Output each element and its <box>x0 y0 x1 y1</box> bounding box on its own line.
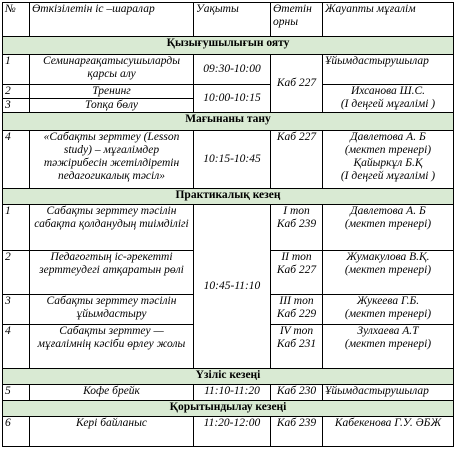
responsible-name: Давлетова А. Б <box>350 131 426 143</box>
section-title: Үзіліс кезеңі <box>3 369 454 385</box>
row-number: 4 <box>3 131 30 189</box>
header-number: № <box>3 3 30 37</box>
row-time: 10:00-10:15 <box>194 85 271 113</box>
responsible-role: (мектеп тренері) <box>344 338 432 350</box>
header-time: Уақыты <box>194 3 271 37</box>
row-responsible <box>323 131 454 189</box>
group-label: ІІ топ <box>281 251 312 263</box>
header-activity: Өткізілетін іс –шаралар <box>30 3 194 37</box>
table-row <box>3 55 454 85</box>
row-activity: Кофе брейк <box>30 385 194 401</box>
responsible-role: (І деңгей мұғалімі ) <box>340 98 436 110</box>
room-label: Каб 239 <box>276 218 317 230</box>
group-label: ІV топ <box>279 325 314 337</box>
row-number: 6 <box>3 417 30 447</box>
row-activity: Семинарғақатысушыларды қарсы алу <box>30 55 194 85</box>
section-row <box>3 113 454 131</box>
row-number: 2 <box>3 251 30 295</box>
row-activity: «Сабақты зерттеу (Lesson study) – мұғалімдер тәжірибесін жетілдіретін педагогикалық тәсіл» <box>30 131 194 189</box>
row-responsible <box>323 205 454 251</box>
row-time: 11:20-12:00 <box>194 417 271 447</box>
row-responsible <box>323 295 454 325</box>
row-number: 3 <box>3 99 30 113</box>
row-activity: Тренинг <box>30 85 194 99</box>
room-label: Каб 229 <box>276 308 317 320</box>
room-label: Каб 227 <box>276 264 317 276</box>
header-place: Өтетін орны <box>271 3 323 37</box>
group-label: І топ <box>283 205 310 217</box>
row-time: 11:10-11:20 <box>194 385 271 401</box>
room-label: Каб 231 <box>276 338 317 350</box>
row-place <box>271 251 323 295</box>
section-title: Практикалық кезең <box>3 189 454 205</box>
table-row <box>3 205 454 251</box>
row-activity: Кері байланыс <box>30 417 194 447</box>
responsible-name: Ихсанова Ш.С. <box>350 85 426 97</box>
row-activity: Сабақты зерттеу тәсілін сабақта қолданудың тиімділігі <box>30 205 194 251</box>
section-row <box>3 37 454 55</box>
row-place <box>271 205 323 251</box>
section-title: Қорытындылау кезеңі <box>3 401 454 417</box>
responsible-role: (І деңгей мұғалімі ) <box>340 170 436 182</box>
section-row <box>3 369 454 385</box>
row-time: 09:30-10:00 <box>194 55 271 85</box>
responsible-role: (мектеп тренері) <box>344 144 432 156</box>
row-activity: Педагогтың іс-әрекетті зерттеудегі атқаратын рөлі <box>30 251 194 295</box>
row-number: 1 <box>3 205 30 251</box>
section-row <box>3 401 454 417</box>
row-activity: Топқа бөлу <box>30 99 194 113</box>
row-number: 4 <box>3 325 30 369</box>
section-row <box>3 189 454 205</box>
row-responsible <box>323 251 454 295</box>
responsible-role: (мектеп тренері) <box>344 308 432 320</box>
row-place: Каб 230 <box>271 385 323 401</box>
row-place <box>271 325 323 369</box>
section-title: Қызығушылығын ояту <box>3 37 454 55</box>
row-number: 5 <box>3 385 30 401</box>
program-table <box>2 2 454 447</box>
responsible-name: Давлетова А. Б <box>350 205 426 217</box>
table-row <box>3 85 454 99</box>
row-place: Каб 239 <box>271 417 323 447</box>
row-place: Каб 227 <box>271 55 323 113</box>
row-place: Каб 227 <box>271 131 323 189</box>
row-time: 10:45-11:10 <box>194 205 271 369</box>
row-responsible: Ұйымдастырушылар <box>323 55 454 85</box>
table-header-row <box>3 3 454 37</box>
row-number: 3 <box>3 295 30 325</box>
row-place <box>271 295 323 325</box>
row-responsible <box>323 85 454 113</box>
row-responsible: Кабекенова Г.У. ӘБЖ <box>323 417 454 447</box>
row-time: 10:15-10:45 <box>194 131 271 189</box>
responsible-name: Жукеева Г.Б. <box>356 295 420 307</box>
row-responsible: Ұйымдастырушылар <box>323 385 454 401</box>
row-activity: Сабақты зерттеу тәсілін ұйымдастыру <box>30 295 194 325</box>
responsible-role: (мектеп тренері) <box>344 264 432 276</box>
table-row <box>3 131 454 189</box>
header-responsible: Жауапты мұғалім <box>323 3 454 37</box>
row-activity: Сабақты зерттеу — мұғалімнің кәсіби өрлеу жолы <box>30 325 194 369</box>
row-responsible <box>323 325 454 369</box>
responsible-name: Қайыркұл Б.Қ <box>353 157 423 169</box>
row-number: 1 <box>3 55 30 85</box>
responsible-role: (мектеп тренері) <box>344 218 432 230</box>
table-row <box>3 417 454 447</box>
group-label: ІІІ топ <box>279 295 314 307</box>
section-title: Мағынаны тану <box>3 113 454 131</box>
table-row <box>3 385 454 401</box>
responsible-name: Жумакулова В.Қ. <box>346 251 430 263</box>
row-number: 2 <box>3 85 30 99</box>
responsible-name: Зулхаева А.Т <box>357 325 419 337</box>
